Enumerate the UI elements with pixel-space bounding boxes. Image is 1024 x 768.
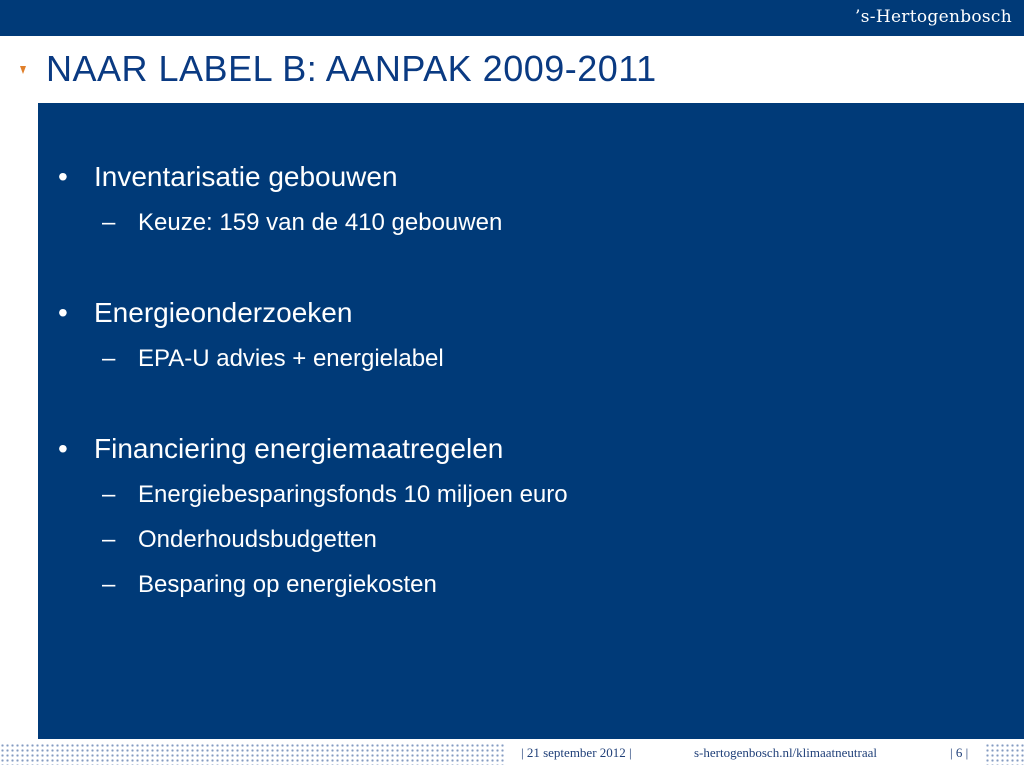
bullet-text: Financiering energiemaatregelen — [94, 433, 504, 464]
dot-pattern-right — [985, 743, 1024, 765]
bullet-marker: • — [58, 297, 68, 328]
footer-url: s-hertogenbosch.nl/klimaatneutraal — [694, 745, 878, 760]
footer-date: | 21 september 2012 | — [521, 745, 632, 760]
title-bullet-icon — [20, 66, 26, 74]
brand-name: ’s-Hertogenbosch — [855, 7, 1012, 27]
sub-bullet-marker: – — [102, 345, 116, 372]
bullet-text: Energieonderzoeken — [94, 297, 353, 328]
dot-pattern — [0, 743, 505, 765]
sub-bullet-marker: – — [102, 481, 116, 508]
sub-bullet-text: Besparing op energiekosten — [138, 571, 437, 598]
top-bar — [0, 0, 1024, 36]
sub-bullet-marker: – — [102, 571, 116, 598]
sub-bullet-marker: – — [102, 526, 116, 553]
bullet-text: Inventarisatie gebouwen — [94, 161, 398, 192]
sub-bullet-marker: – — [102, 209, 116, 236]
footer-page-number: | 6 | — [950, 745, 969, 760]
bullet-marker: • — [58, 433, 68, 464]
content-panel — [38, 103, 1024, 739]
footer-bar — [0, 739, 1024, 768]
sub-bullet-text: Keuze: 159 van de 410 gebouwen — [138, 209, 503, 236]
sub-bullet-text: EPA-U advies + energielabel — [138, 345, 444, 372]
slide-title: NAAR LABEL B: AANPAK 2009-2011 — [46, 48, 657, 89]
sub-bullet-text: Energiebesparingsfonds 10 miljoen euro — [138, 481, 568, 508]
bullet-marker: • — [58, 161, 68, 192]
sub-bullet-text: Onderhoudsbudgetten — [138, 526, 377, 553]
